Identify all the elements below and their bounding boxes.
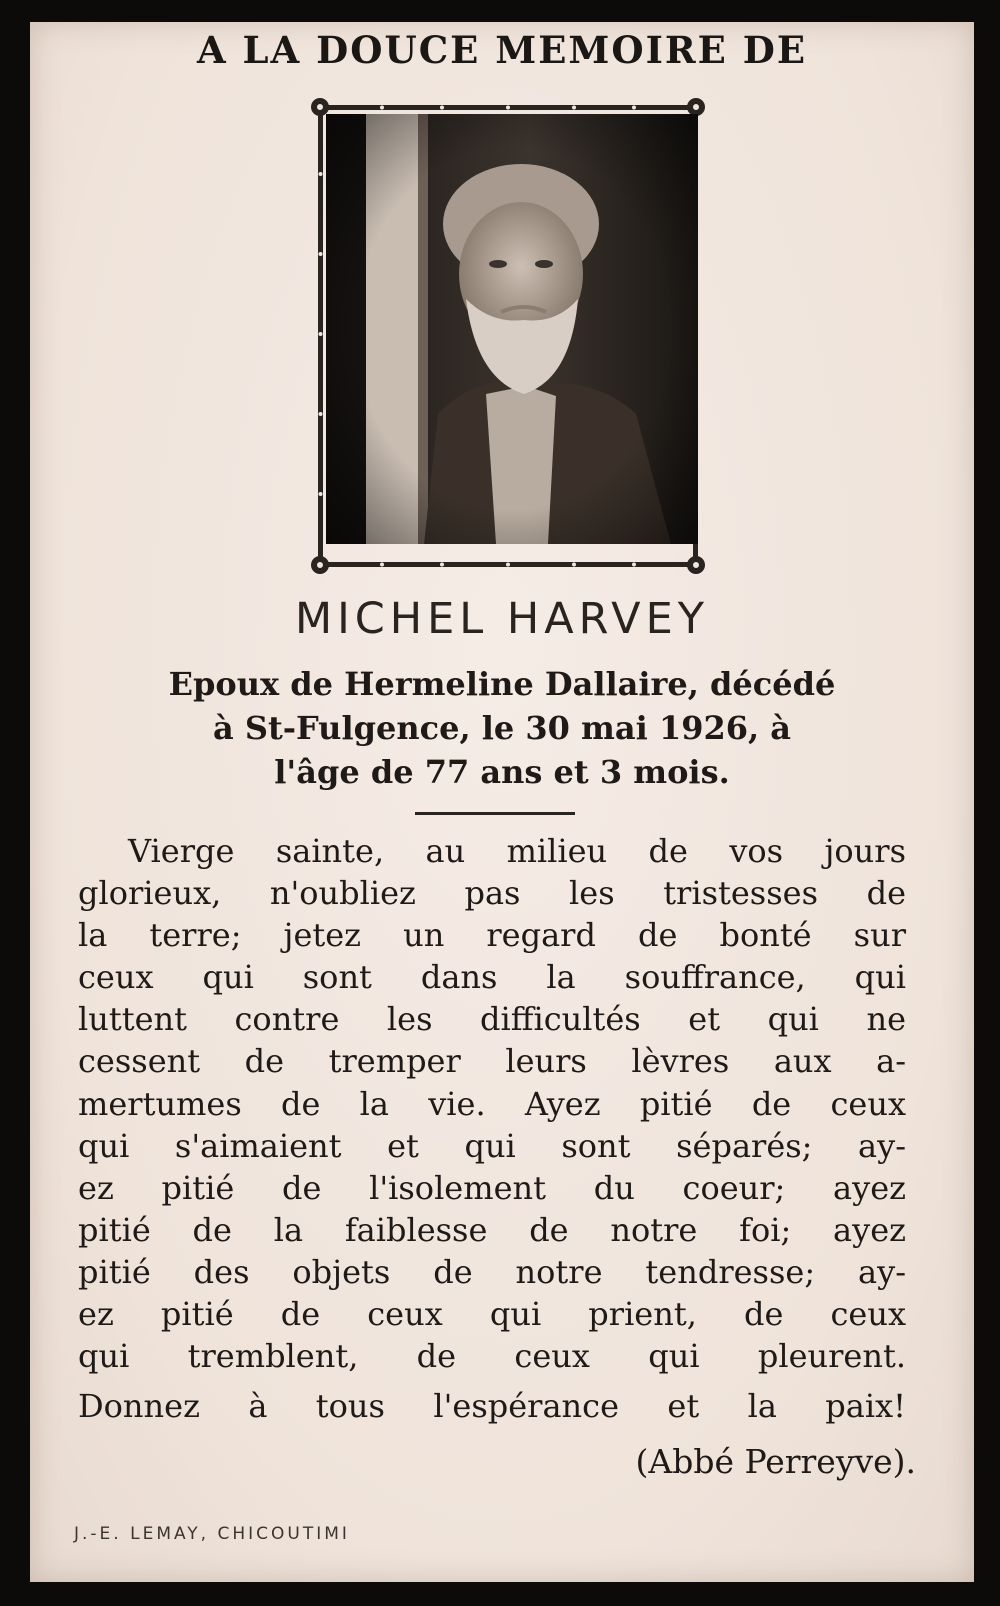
notice-line: Epoux de Hermeline Dallaire, décédé <box>168 665 836 703</box>
death-notice <box>70 662 934 794</box>
prayer-line: Vierge sainte, au milieu de vos jours <box>128 832 906 870</box>
prayer-line: qui s'aimaient et qui sont séparés; ay- <box>78 1126 906 1165</box>
prayer-line: cessent de tremper leurs lèvres aux a- <box>78 1042 906 1081</box>
prayer-line: pitié de la faiblesse de notre foi; ayez <box>78 1210 906 1249</box>
portrait-illustration <box>326 114 698 544</box>
prayer-author: (Abbé Perreyve). <box>635 1442 916 1481</box>
prayer-line: ez pitié de l'isolement du coeur; ayez <box>78 1168 906 1207</box>
portrait-photo <box>326 114 698 544</box>
notice-line: l'âge de 77 ans et 3 mois. <box>274 753 730 791</box>
prayer-line: ceux qui sont dans la souffrance, qui <box>78 958 906 997</box>
prayer-line: glorieux, n'oubliez pas les tristesses de <box>78 874 906 913</box>
prayer-line: la terre; jetez un regard de bonté sur <box>78 916 906 955</box>
card-heading: A LA DOUCE MEMOIRE DE <box>196 28 808 72</box>
notice-line: à St-Fulgence, le 30 mai 1926, à <box>212 709 792 747</box>
deceased-name: MICHEL HARVEY <box>294 594 710 644</box>
prayer-line: Donnez à tous l'espérance et la paix! <box>78 1387 906 1426</box>
prayer-line: luttent contre les difficultés et qui ne <box>78 1000 906 1039</box>
printer-credit: J.-E. LEMAY, CHICOUTIMI <box>74 1524 350 1544</box>
memorial-card <box>30 22 974 1582</box>
portrait-frame <box>282 84 734 586</box>
prayer-line: mertumes de la vie. Ayez pitié de ceux <box>78 1084 906 1123</box>
prayer-line: qui tremblent, de ceux qui pleurent. <box>78 1337 906 1376</box>
prayer-text <box>78 830 906 1427</box>
prayer-line: pitié des objets de notre tendresse; ay- <box>78 1252 906 1291</box>
divider-rule <box>415 812 575 815</box>
prayer-line: ez pitié de ceux qui prient, de ceux <box>78 1295 906 1334</box>
